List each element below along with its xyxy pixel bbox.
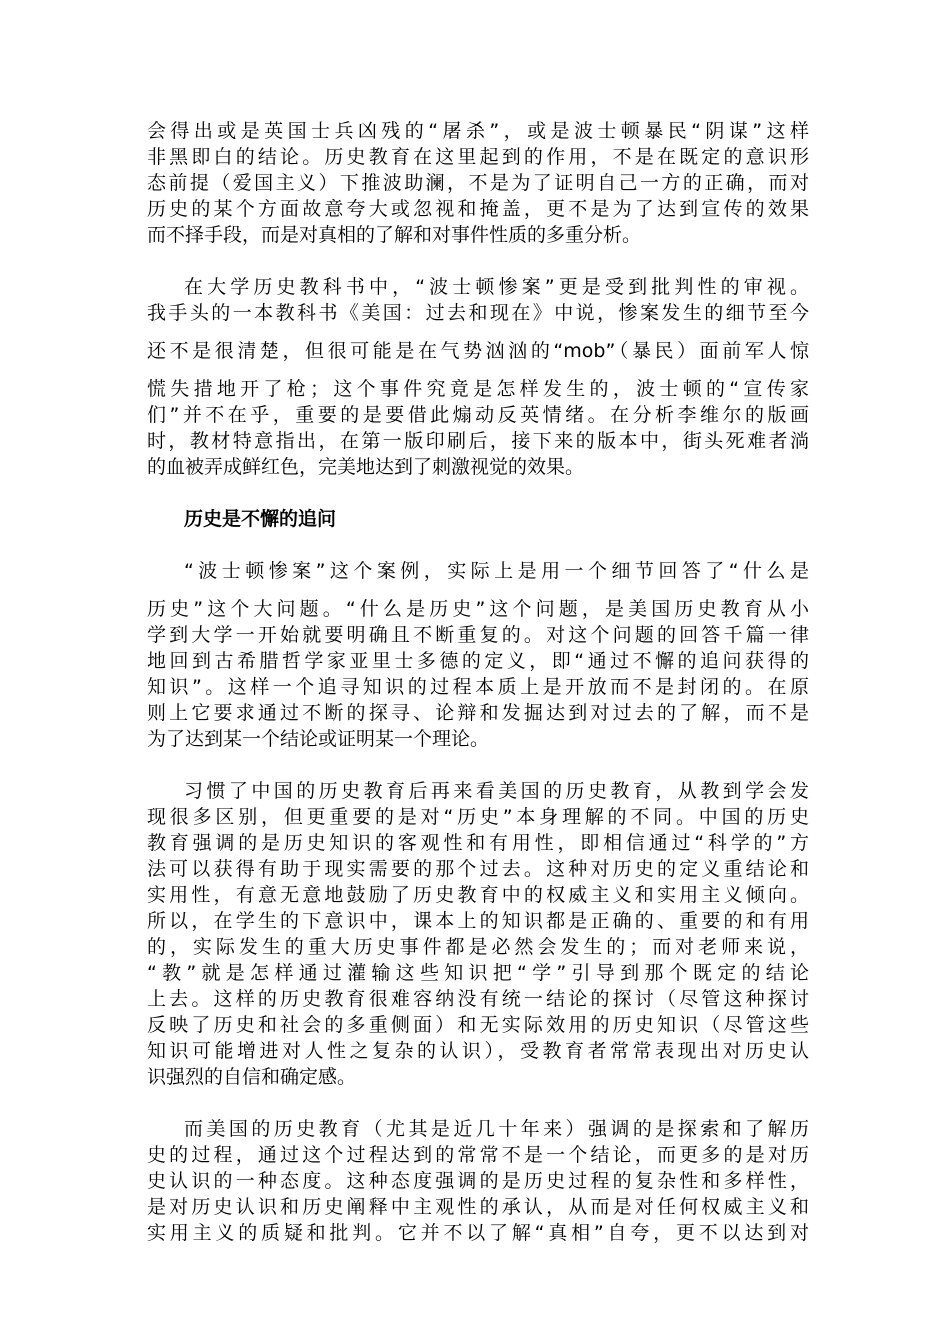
paragraph-5 (147, 1116, 809, 1246)
text-line: 习惯了中国的历史教育后再来看美国的历史教育，从教到学会发 (184, 780, 809, 802)
section-heading: 历史是不懈的追问 (184, 508, 337, 530)
text-line: 们”并不在乎，重要的是要借此煽动反英情绪。在分析李维尔的版画 (147, 404, 809, 426)
text-line: 为了达到某一个结论或证明某一个理论。 (147, 728, 490, 750)
text-line: 实用主义的质疑和批判。它并不以了解“真相”自夸，更不以达到对 (147, 1222, 809, 1244)
text-line: 慌失措地开了枪；这个事件究竟是怎样发生的，波士顿的“宣传家 (147, 378, 809, 400)
text-line: 教育强调的是历史知识的客观性和有用性，即相信通过“科学的”方 (147, 832, 809, 854)
text-line: 是对历史认识和历史阐释中主观性的承认，从而是对任何权威主义和 (147, 1196, 809, 1218)
text-line: 我手头的一本教科书《美国：过去和现在》中说，惨案发生的细节至今 (147, 302, 809, 324)
text-line: 地回到古希腊哲学家亚里士多德的定义，即“通过不懈的追问获得的 (147, 650, 809, 672)
text-line: 而美国的历史教育（尤其是近几十年来）强调的是探索和了解历 (184, 1118, 809, 1140)
text-line: 的血被弄成鲜红色，完美地达到了刺激视觉的效果。 (147, 456, 585, 478)
text-line: 在大学历史教科书中，“波士顿惨案”更是受到批判性的审视。 (184, 276, 809, 298)
text-line: 史的过程，通过这个过程达到的常常不是一个结论，而更多的是对历 (147, 1144, 809, 1166)
text-line: 非黑即白的结论。历史教育在这里起到的作用，不是在既定的意识形 (147, 146, 809, 168)
paragraph-4 (147, 778, 809, 1090)
text-line: 上去。这样的历史教育很难容纳没有统一结论的探讨（尽管这种探讨 (147, 988, 809, 1010)
text-line: 会得出或是英国士兵凶残的“屠杀”，或是波士顿暴民“阴谋”这样 (147, 120, 809, 142)
text-line: 现很多区别，但更重要的是对“历史”本身理解的不同。中国的历史 (147, 806, 809, 828)
text-line: 则上它要求通过不断的探寻、论辩和发掘达到对过去的了解，而不是 (147, 702, 809, 724)
text-line: 所以，在学生的下意识中，课本上的知识都是正确的、重要的和有用 (147, 910, 809, 932)
text-line: 历史的某个方面故意夸大或忽视和掩盖，更不是为了达到宣传的效果 (147, 198, 809, 220)
text-line: 实用性，有意无意地鼓励了历史教育中的权威主义和实用主义倾向。 (147, 884, 809, 906)
text-line: 知识可能增进对人性之复杂的认识），受教育者常常表现出对历史认 (147, 1040, 809, 1062)
text-line: 的，实际发生的重大历史事件都是必然会发生的；而对老师来说， (147, 936, 809, 958)
text-line: 而不择手段，而是对真相的了解和对事件性质的多重分析。 (147, 224, 642, 246)
text-line: 法可以获得有助于现实需要的那个过去。这种对历史的定义重结论和 (147, 858, 809, 880)
text-line: 态前提（爱国主义）下推波助澜，不是为了证明自己一方的正确，而对 (147, 172, 809, 194)
text-line: 史认识的一种态度。这种态度强调的是历史过程的复杂性和多样性， (147, 1170, 809, 1192)
text-line: 历史”这个大问题。“什么是历史”这个问题，是美国历史教育从小 (147, 598, 809, 620)
text-line: 时，教材特意指出，在第一版印刷后，接下来的版本中，街头死难者淌 (147, 430, 809, 452)
text-line: “教”就是怎样通过灌输这些知识把“学”引导到那个既定的结论 (147, 962, 809, 984)
text-line: 学到大学一开始就要明确且不断重复的。对这个问题的回答千篇一律 (147, 624, 809, 646)
paragraph-3 (147, 558, 809, 752)
text-line: 识强烈的自信和确定感。 (147, 1066, 357, 1088)
text-line: “波士顿惨案”这个案例，实际上是用一个细节回答了“什么是 (184, 560, 809, 582)
text-line: 还不是很清楚，但很可能是在气势汹汹的“mob”（暴民）面前军人惊 (147, 340, 809, 362)
document-body (147, 118, 809, 1246)
paragraph-2 (147, 274, 809, 480)
paragraph-1 (147, 118, 809, 248)
text-line: 知识”。这样一个追寻知识的过程本质上是开放而不是封闭的。在原 (147, 676, 809, 698)
text-line: 反映了历史和社会的多重侧面）和无实际效用的历史知识（尽管这些 (147, 1014, 809, 1036)
